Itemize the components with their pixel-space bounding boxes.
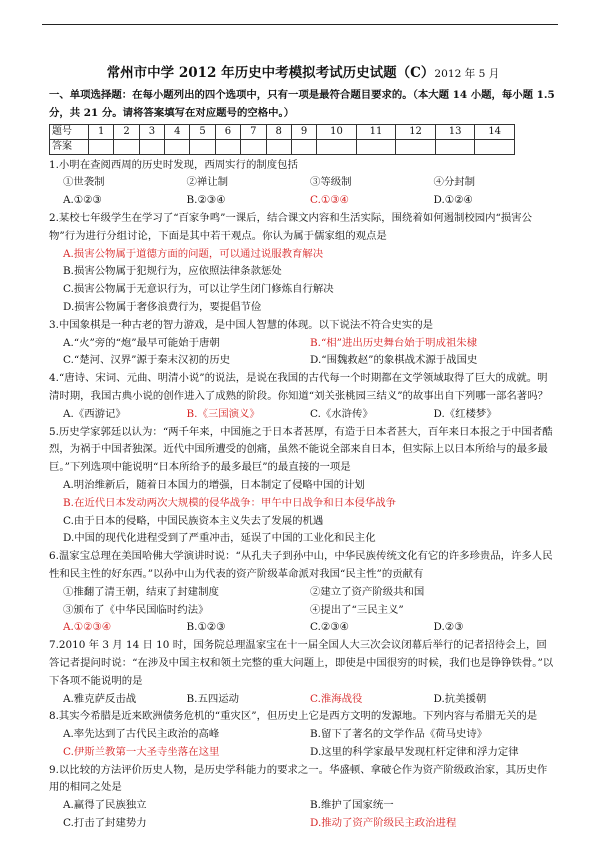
answer-option[interactable]: D.“围魏救赵”的象棋战术源于战国史 xyxy=(310,354,478,367)
answer-option[interactable]: D.中国的现代化进程受到了严重冲击，延误了中国的工业化和民主化 xyxy=(63,532,376,545)
sub-item: ③颁布了《中华民国临时约法》 xyxy=(63,603,209,616)
answer-option[interactable]: A.赢得了民族独立 xyxy=(63,799,147,812)
question-item xyxy=(49,637,557,708)
answer-option-correct[interactable]: C.淮海战役 xyxy=(310,692,363,705)
answer-option-correct[interactable]: A.①②③④ xyxy=(63,621,112,634)
answer-table-number-cell: 13 xyxy=(435,124,475,139)
sub-item-group xyxy=(63,174,557,192)
question-stem: 6.温家宝总理在美国哈佛大学演讲时说：“从孔夫子到孙中山，中华民族传统文化有它的许多珍贵品，许多人民性和民主性的好东西。”以孙中山为代表的资产阶级革命派对我国“民主性”的贡献有 xyxy=(49,550,553,580)
answer-table-number-cell: 8 xyxy=(266,124,291,139)
sub-item: ③等级制 xyxy=(310,176,352,189)
answer-table-blank-cell[interactable] xyxy=(291,139,316,154)
option-group xyxy=(63,192,557,210)
sub-item: ①世袭制 xyxy=(63,176,105,189)
answer-option[interactable]: B.损害公物属于犯规行为，应依照法律条款惩处 xyxy=(63,265,282,278)
answer-option[interactable]: B.②③④ xyxy=(186,194,226,207)
question-stem: 9.以比较的方法评价历史人物，是历史学科能力的要求之一。华盛顿、拿破仑作为资产阶级政治家，其历史作用的相同之处是 xyxy=(49,763,548,794)
answer-option[interactable]: A.“火”旁的“炮”最早可能始于唐朝 xyxy=(63,336,220,349)
answer-option[interactable]: A.①②③ xyxy=(63,194,102,207)
answer-table-number-cell: 9 xyxy=(291,124,316,139)
answer-option[interactable]: D.损害公物属于奢侈浪费行为，要提倡节俭 xyxy=(63,300,262,313)
answer-option-correct[interactable]: B.在近代日本发动两次大规模的侵华战争：甲午中日战争和日本侵华战争 xyxy=(63,496,397,509)
answer-option[interactable]: D.②③ xyxy=(433,621,464,634)
question-stem: 3.中国象棋是一种古老的智力游戏，是中国人智慧的体现。以下说法不符合史实的是 xyxy=(49,318,433,331)
sub-item-group xyxy=(63,584,557,620)
question-stem: 5.历史学家郭廷以认为：“两千年来，中国施之于日本者甚厚，有造于日本者甚大，百年来日本报之于中国者酷烈，为祸于中国者独深。近代中国所遭受的创痛，虽然不能说全部来自日本，但实际上以日本所给与的最多最巨。”下列选项中能说明“日本所给予的最多最巨”的最直接的一项是 xyxy=(49,425,553,474)
answer-table-blank-cell[interactable] xyxy=(241,139,266,154)
answer-table-blank-cell[interactable] xyxy=(114,139,139,154)
answer-table-blank-cell[interactable] xyxy=(165,139,190,154)
option-group xyxy=(63,335,557,371)
answer-table-answer-row xyxy=(50,139,515,154)
answer-option[interactable]: C.打击了封建势力 xyxy=(63,817,147,830)
question-item xyxy=(49,317,557,370)
answer-option[interactable]: C.由于日本的侵略，中国民族资本主义失去了发展的机遇 xyxy=(63,514,324,527)
answer-table-number-cell: 12 xyxy=(396,124,436,139)
exam-date: 2012 年 5 月 xyxy=(434,68,500,80)
answer-table-number-cell: 4 xyxy=(165,124,190,139)
answer-table-blank-cell[interactable] xyxy=(396,139,436,154)
answer-option[interactable]: D.①②④ xyxy=(433,194,473,207)
question-item xyxy=(49,424,557,549)
answer-table-blank-cell[interactable] xyxy=(89,139,114,154)
answer-table-number-row xyxy=(50,124,515,139)
question-stem: 1.小明在查阅西周的历史时发现，西周实行的制度包括 xyxy=(49,158,298,171)
header-rule xyxy=(42,24,558,25)
question-item xyxy=(49,370,557,423)
answer-option[interactable]: A.率先达到了古代民主政治的高峰 xyxy=(63,728,220,741)
answer-table-number-cell: 14 xyxy=(475,124,515,139)
answer-table-number-cell: 1 xyxy=(89,124,114,139)
question-item xyxy=(49,157,557,210)
answer-table-number-cell: 11 xyxy=(356,124,396,139)
question-stem: 4.“唐诗、宋词、元曲、明清小说”的说法，是说在我国的古代每一个时期都在文学领域取得了巨大的成就。明清时期，我国古典小说的创作进入了成熟的阶段。你知道“刘关张桃园三结义”的故事出自下列哪一部名著吗？ xyxy=(49,372,548,402)
answer-option[interactable]: D.抗美援朝 xyxy=(433,692,487,705)
answer-option-correct[interactable]: B.“相”进出历史舞台始于明成祖朱棣 xyxy=(310,336,478,349)
exam-title-main: 常州市中学 2012 年历史中考模拟考试历史试题（C） xyxy=(106,65,435,81)
answer-table-blank-cell[interactable] xyxy=(190,139,215,154)
answer-option[interactable]: B.维护了国家统一 xyxy=(310,799,394,812)
answer-option-correct[interactable]: C.①③④ xyxy=(310,194,349,207)
answer-option-correct[interactable]: C.伊斯兰教第一大圣寺坐落在这里 xyxy=(63,745,220,758)
sub-item: ④提出了“三民主义” xyxy=(310,603,404,616)
answer-option[interactable]: B.留下了著名的文学作品《荷马史诗》 xyxy=(310,728,488,741)
option-group xyxy=(49,477,557,548)
answer-table-blank-cell[interactable] xyxy=(215,139,240,154)
answer-table-header-number: 题号 xyxy=(50,124,89,139)
sub-item: ④分封制 xyxy=(433,176,476,189)
answer-option[interactable]: C.“楚河、汉界”源于秦末汉初的历史 xyxy=(63,354,230,367)
answer-table-number-cell: 7 xyxy=(241,124,266,139)
answer-option[interactable]: A.《西游记》 xyxy=(63,407,126,420)
exam-title xyxy=(49,62,557,85)
answer-table-number-cell: 6 xyxy=(215,124,240,139)
answer-table xyxy=(49,124,515,155)
exam-content xyxy=(49,62,557,833)
question-item xyxy=(49,548,557,637)
option-group xyxy=(63,726,557,762)
answer-option-correct[interactable]: A.损害公物属于道德方面的问题，可以通过说服教育解决 xyxy=(63,247,324,260)
answer-option[interactable]: C.损害公物属于无意识行为，可以让学生闭门修炼自行解决 xyxy=(63,283,334,296)
answer-table-blank-cell[interactable] xyxy=(475,139,515,154)
question-list xyxy=(49,157,557,833)
question-item xyxy=(49,708,557,761)
answer-option-correct[interactable]: D.推动了资产阶级民主政治进程 xyxy=(310,817,457,830)
option-group xyxy=(63,797,557,833)
question-stem: 7.2010 年 3 月 14 日 10 时，国务院总理温家宝在十一届全国人大三次会议闭幕后举行的记者招待会上，回答记者提问时说：“在涉及中国主权和领土完整的重大问题上，即使是中国很穷的时候，我们也是铮铮铁骨。”以下各项不能说明的是 xyxy=(49,639,554,687)
section-heading: 一、单项选择题：在每小题列出的四个选项中，只有一项是最符合题目要求的。（本大题 14 小题，每小题 1.5 分，共 21 分。请将答案填写在对应题号的空格中。） xyxy=(49,89,555,119)
answer-table-blank-cell[interactable] xyxy=(139,139,164,154)
question-item xyxy=(49,762,557,833)
answer-table-blank-cell[interactable] xyxy=(317,139,357,154)
sub-item: ②建立了资产阶级共和国 xyxy=(310,585,425,598)
sub-item: ①推翻了清王朝，结束了封建制度 xyxy=(63,585,219,598)
answer-option[interactable]: B.①②③ xyxy=(186,621,226,634)
sub-item: ②禅让制 xyxy=(186,176,229,189)
answer-table-blank-cell[interactable] xyxy=(356,139,396,154)
option-group xyxy=(63,691,557,709)
option-group xyxy=(63,619,557,637)
question-stem: 8.其实今希腊是近来欧洲债务危机的“重灾区”，但历史上它是西方文明的发源地。下列内容与希腊无关的是 xyxy=(49,710,538,723)
question-stem: 2.某校七年级学生在学习了“百家争鸣”一课后，结合课文内容和生活实际，围绕着如何遏制校园内“损害公物”行为进行分组讨论，下面是其中若干观点。你认为属于儒家组的观点是 xyxy=(49,211,533,242)
answer-option[interactable]: B.五四运动 xyxy=(186,692,240,705)
answer-table-number-cell: 5 xyxy=(190,124,215,139)
option-group xyxy=(63,406,557,424)
question-item xyxy=(49,210,557,317)
answer-option[interactable]: D.《红楼梦》 xyxy=(433,407,497,420)
answer-table-number-cell: 3 xyxy=(139,124,164,139)
answer-option[interactable]: D.这里的科学家最早发现杠杆定律和浮力定律 xyxy=(310,745,519,758)
answer-option-correct[interactable]: B.《三国演义》 xyxy=(186,407,260,420)
answer-table-number-cell: 10 xyxy=(317,124,357,139)
answer-option[interactable]: C.《水浒传》 xyxy=(310,407,373,420)
answer-table-header-answer: 答案 xyxy=(50,139,89,154)
answer-table-blank-cell[interactable] xyxy=(266,139,291,154)
answer-table-blank-cell[interactable] xyxy=(435,139,475,154)
answer-option[interactable]: C.②③④ xyxy=(310,621,349,634)
answer-table-number-cell: 2 xyxy=(114,124,139,139)
option-group xyxy=(49,246,557,317)
answer-option[interactable]: A.雅克萨反击战 xyxy=(63,692,137,705)
answer-option[interactable]: A.明治维新后，随着日本国力的增强，日本制定了侵略中国的计划 xyxy=(63,478,365,491)
